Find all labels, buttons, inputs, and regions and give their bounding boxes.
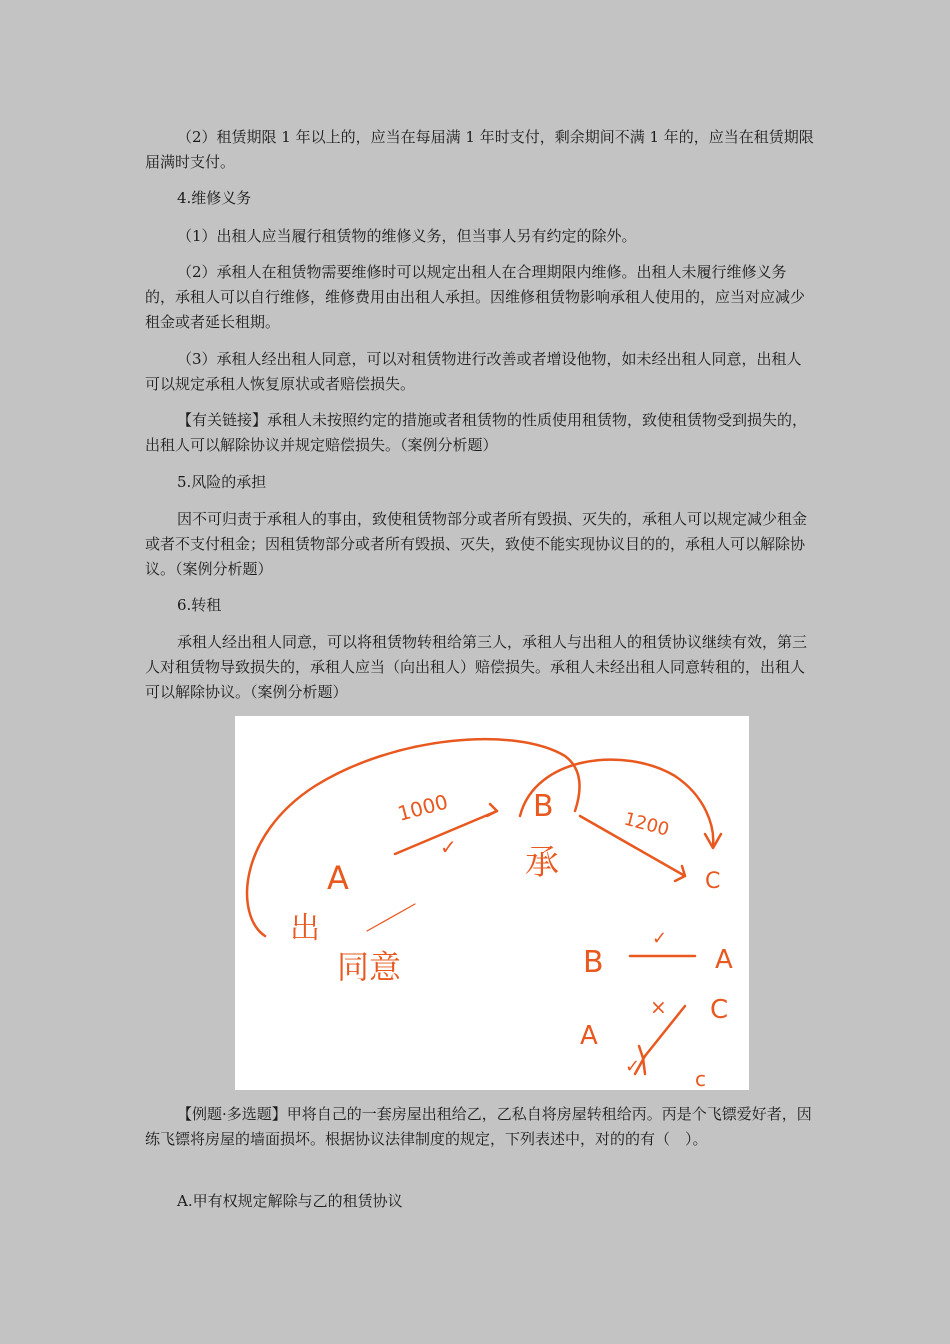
label-c-bottom: c [695, 1067, 706, 1090]
paragraph-payment-term: （2）租赁期限 1 年以上的，应当在每届满 1 年时支付，剩余期间不满 1 年的，应当在租赁期限届满时支付。 [145, 128, 814, 171]
label-c-top: C [705, 869, 721, 894]
label-x-mark: × [650, 995, 667, 1019]
paragraph-sublease: 承租人经出租人同意，可以将租赁物转租给第三人，承租人与出租人的租赁协议继续有效，第三人对租赁物导致损失的，承租人应当（向出租人）赔偿损失。承租人未经出租人同意转租的，出租人可以解除协议。（案例分析题） [145, 633, 808, 701]
paragraph-risk: 因不可归责于承租人的事由，致使租赁物部分或者所有毁损、灭失的，承租人可以规定减少租金或者不支付租金；因租赁物部分或者所有毁损、灭失，致使不能实现协议目的的，承租人可以解除协议。（案例分析题） [145, 510, 808, 578]
arrow-head-b [487, 804, 497, 816]
paragraph-maintenance-1: （1）出租人应当履行租赁物的维修义务，但当事人另有约定的除外。 [177, 227, 637, 245]
label-a-top: A [327, 859, 349, 897]
label-b-mid: B [583, 945, 604, 980]
label-check-2: ✓ [652, 928, 668, 949]
label-tongyi: 同意 [337, 948, 402, 986]
label-check-1: ✓ [440, 835, 457, 859]
label-a-lower: A [580, 1021, 598, 1051]
option-a: A.甲有权规定解除与乙的租赁协议 [177, 1192, 403, 1210]
label-chu: 出 [290, 911, 320, 946]
heading-sublease: 6.转租 [177, 596, 222, 614]
label-amount-1000: 1000 [395, 789, 451, 826]
label-c-lower: C [710, 995, 729, 1025]
faint-line [367, 904, 415, 931]
paragraph-maintenance-3: （3）承租人经出租人同意，可以对租赁物进行改善或者增设他物，如未经出租人同意，出租人可以规定承租人恢复原状或者赔偿损失。 [145, 350, 802, 393]
handwritten-diagram [235, 716, 749, 1090]
paragraph-maintenance-2: （2）承租人在租赁物需要维修时可以规定出租人在合理期限内维修。出租人未履行维修义务的，承租人可以自行维修，维修费用由出租人承担。因维修租赁物影响承租人使用的，应当对应减少租金或者延长租期。 [145, 263, 806, 331]
label-amount-1200: 1200 [621, 808, 672, 841]
label-a-mid: A [715, 945, 733, 975]
label-check-3: ✓ [625, 1056, 641, 1077]
diagram-canvas [235, 716, 749, 1090]
heading-risk: 5.风险的承担 [177, 473, 267, 491]
label-cheng: 承 [525, 843, 559, 883]
label-b-top: B [533, 789, 554, 824]
paragraph-example-question: 【例题·多选题】甲将自己的一套房屋出租给乙，乙私自将房屋转租给丙。丙是个飞镖爱好者，因练飞镖将房屋的墙面损坏。根据协议法律制度的规定，下列表述中，对的的有（ ）。 [145, 1105, 812, 1148]
heading-maintenance: 4.维修义务 [177, 189, 252, 207]
big-arc-stroke [247, 739, 579, 936]
paragraph-related-link: 【有关链接】承租人未按照约定的措施或者租赁物的性质使用租赁物，致使租赁物受到损失的，出租人可以解除协议并规定赔偿损失。（案例分析题） [145, 411, 808, 454]
